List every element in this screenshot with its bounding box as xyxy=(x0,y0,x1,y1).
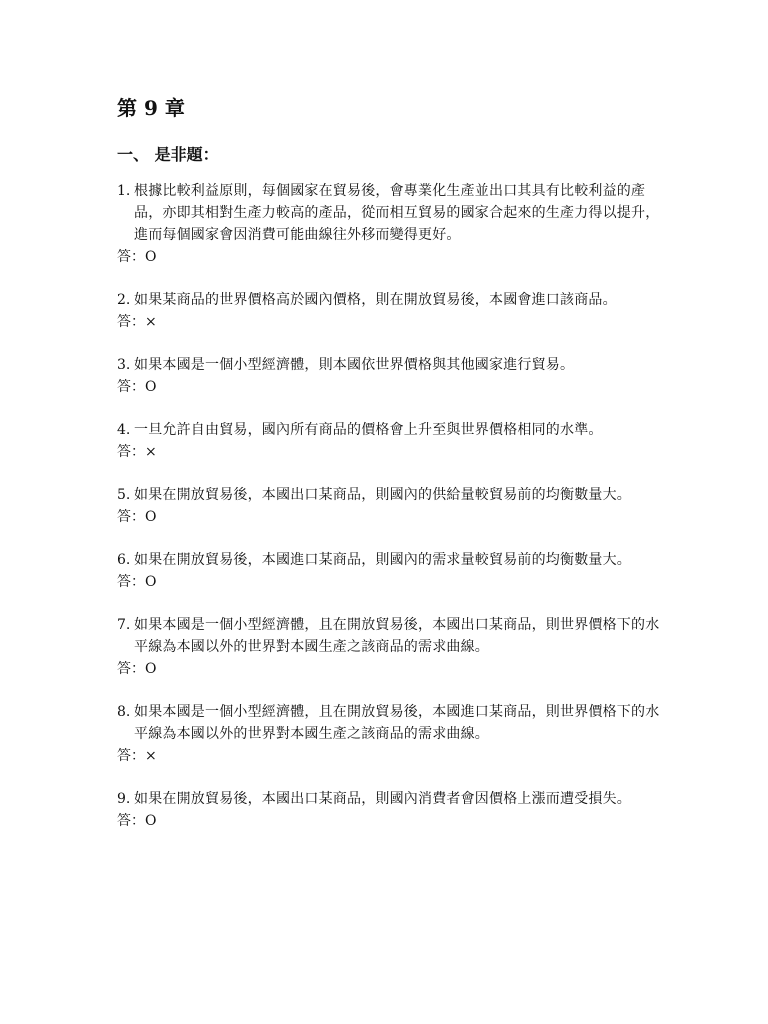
answer-line xyxy=(117,506,662,528)
question-item xyxy=(117,484,662,528)
answer-line xyxy=(117,658,662,680)
answer-prefix: 答： xyxy=(117,661,145,677)
question-item xyxy=(117,419,662,463)
question-number: 5. xyxy=(117,487,131,503)
answer-line xyxy=(117,810,662,832)
question-item xyxy=(117,701,662,767)
question-item xyxy=(117,614,662,680)
answer-line xyxy=(117,246,662,268)
answer-value: O xyxy=(145,574,157,590)
question-number: 9. xyxy=(117,791,131,807)
section-title: 一、 是非題： xyxy=(117,145,219,164)
answer-line xyxy=(117,376,662,398)
answer-value: × xyxy=(145,444,157,460)
answer-line xyxy=(117,745,662,767)
answer-prefix: 答： xyxy=(117,379,145,395)
question-text: 根據比較利益原則，每個國家在貿易後，會專業化生產並出口其具有比較利益的產品，亦即其相對生產力較高的產品，從而相互貿易的國家合起來的生產力得以提升，進而每個國家會因消費可能曲線往外移而變得更好。 xyxy=(134,183,660,243)
question-text: 如果在開放貿易後，本國進口某商品，則國內的需求量較貿易前的均衡數量大。 xyxy=(134,552,631,568)
question-number: 8. xyxy=(117,704,131,720)
question-item xyxy=(117,549,662,593)
question-text: 如果在開放貿易後，本國出口某商品，則國內的供給量較貿易前的均衡數量大。 xyxy=(134,487,631,503)
answer-value: O xyxy=(145,249,157,265)
question-number: 2. xyxy=(117,292,131,308)
chapter-title: 第 9 章 xyxy=(117,96,185,120)
answer-value: × xyxy=(145,314,157,330)
question-text: 一旦允許自由貿易，國內所有商品的價格會上升至與世界價格相同的水準。 xyxy=(134,422,603,438)
question-text: 如果某商品的世界價格高於國內價格，則在開放貿易後，本國會進口該商品。 xyxy=(134,292,617,308)
answer-line xyxy=(117,311,662,333)
answer-value: O xyxy=(145,661,157,677)
answer-prefix: 答： xyxy=(117,813,145,829)
answer-line xyxy=(117,571,662,593)
answer-value: O xyxy=(145,509,157,525)
answer-prefix: 答： xyxy=(117,249,145,265)
question-number: 6. xyxy=(117,552,131,568)
question-number: 7. xyxy=(117,617,131,633)
question-number: 1. xyxy=(117,183,131,199)
question-text: 如果本國是一個小型經濟體，且在開放貿易後，本國出口某商品，則世界價格下的水平線為本國以外的世界對本國生產之該商品的需求曲線。 xyxy=(134,617,660,655)
answer-line xyxy=(117,441,662,463)
answer-prefix: 答： xyxy=(117,574,145,590)
question-item xyxy=(117,180,662,268)
question-text: 如果在開放貿易後，本國出口某商品，則國內消費者會因價格上漲而遭受損失。 xyxy=(134,791,631,807)
answer-prefix: 答： xyxy=(117,314,145,330)
answer-prefix: 答： xyxy=(117,748,145,764)
question-item xyxy=(117,289,662,333)
question-item xyxy=(117,788,662,832)
answer-value: O xyxy=(145,813,157,829)
document-page xyxy=(117,94,662,853)
answer-prefix: 答： xyxy=(117,444,145,460)
question-item xyxy=(117,354,662,398)
question-text: 如果本國是一個小型經濟體，且在開放貿易後，本國進口某商品，則世界價格下的水平線為本國以外的世界對本國生產之該商品的需求曲線。 xyxy=(134,704,660,742)
answer-value: O xyxy=(145,379,157,395)
question-number: 4. xyxy=(117,422,131,438)
answer-prefix: 答： xyxy=(117,509,145,525)
question-number: 3. xyxy=(117,357,131,373)
question-text: 如果本國是一個小型經濟體，則本國依世界價格與其他國家進行貿易。 xyxy=(134,357,575,373)
answer-value: × xyxy=(145,748,157,764)
